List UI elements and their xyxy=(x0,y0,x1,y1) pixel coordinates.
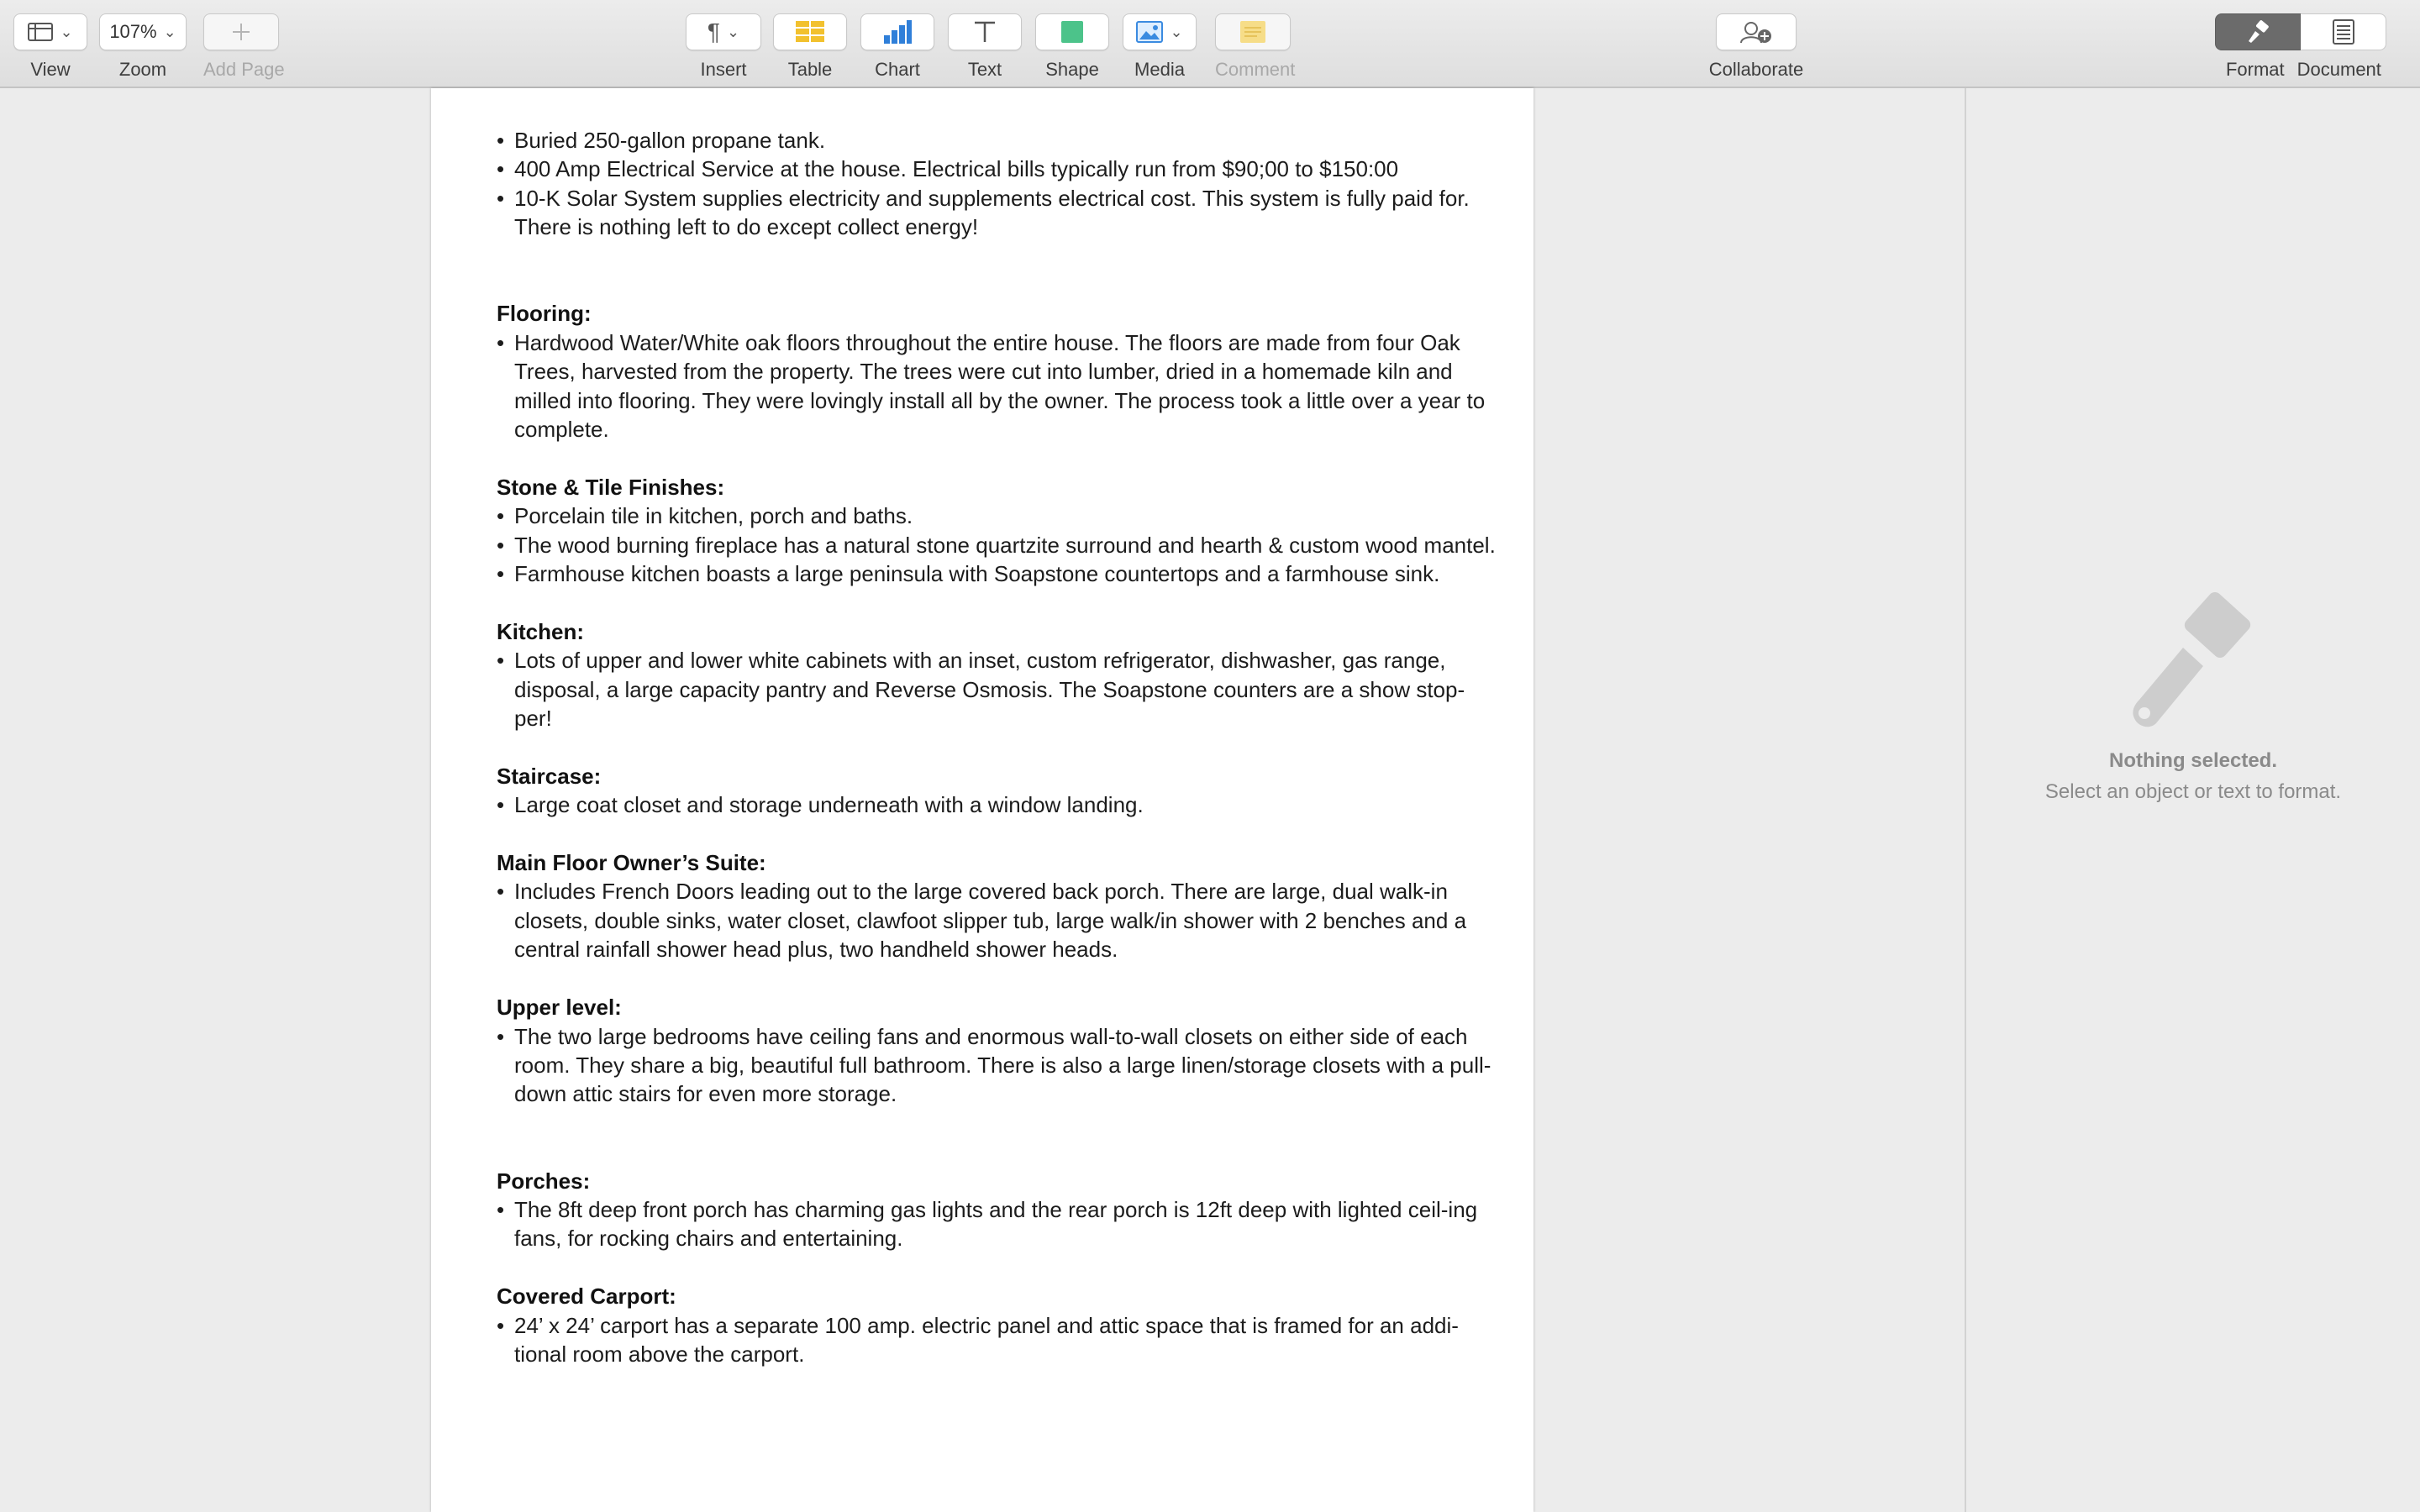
comment-label: Comment xyxy=(1215,59,1296,80)
list-item[interactable]: • Farmhouse kitchen boasts a large peninsula with Soapstone countertops and a farmhouse sink. xyxy=(497,559,1497,588)
chevron-down-icon: ⌄ xyxy=(726,23,740,40)
media-label: Media xyxy=(1134,59,1185,80)
collaborate-button[interactable] xyxy=(1716,13,1797,50)
list-item[interactable]: • The 8ft deep front porch has charming gas lights and the rear porch is 12ft deep with lighted ceil-ing fans, for rocking chairs and entertaining. xyxy=(497,1195,1497,1253)
collaborate-icon xyxy=(1739,20,1773,44)
section-heading[interactable]: Stone & Tile Finishes: xyxy=(497,474,725,500)
collaborate-control[interactable] xyxy=(1706,13,1807,81)
section-heading[interactable]: Porches: xyxy=(497,1168,591,1194)
shape-control[interactable] xyxy=(1035,13,1109,81)
chart-label: Chart xyxy=(875,59,920,80)
porches-section xyxy=(497,1167,1497,1253)
add-page-control[interactable] xyxy=(203,13,285,81)
zoom-button[interactable] xyxy=(99,13,187,50)
text-label: Text xyxy=(967,59,1002,80)
insert-button[interactable] xyxy=(686,13,761,50)
section-heading[interactable]: Kitchen: xyxy=(497,618,584,644)
paragraph-icon: ¶ xyxy=(707,18,720,45)
format-label: Format xyxy=(2225,59,2285,80)
view-control[interactable] xyxy=(13,13,87,81)
comment-icon xyxy=(1240,21,1265,43)
plus-icon xyxy=(231,22,251,42)
chevron-down-icon: ⌄ xyxy=(1170,23,1183,40)
add-page-button[interactable] xyxy=(203,13,279,50)
list-item[interactable]: • The two large bedrooms have ceiling fans and enormous wall-to-wall closets on either side of each room. They share a big, beautiful full bathroom. There is also a large linen/storage closets with a pull-down attic stairs for even more storage. xyxy=(497,1022,1497,1109)
list-item[interactable]: • Includes French Doors leading out to the large covered back porch. There are large, dual walk-in closets, double sinks, water closet, clawfoot slipper tub, large walk/in shower with 2 benches and a central rainfall shower head plus, two handheld shower heads. xyxy=(497,877,1497,963)
chart-button[interactable] xyxy=(860,13,934,50)
table-control[interactable] xyxy=(773,13,847,81)
staircase-section xyxy=(497,762,1497,820)
zoom-value: 107% xyxy=(109,21,157,42)
list-item[interactable]: • 24’ x 24’ carport has a separate 100 amp. electric panel and attic space that is framed for an addi-tional room above the carport. xyxy=(497,1311,1497,1369)
document-label: Document xyxy=(2296,59,2381,80)
format-inspector xyxy=(1965,88,2420,1512)
document-button[interactable] xyxy=(2301,13,2386,50)
section-heading[interactable]: Flooring: xyxy=(497,301,592,327)
text-button[interactable] xyxy=(948,13,1022,50)
comment-button[interactable] xyxy=(1215,13,1291,50)
zoom-label: Zoom xyxy=(118,59,167,80)
owners-suite-section xyxy=(497,848,1497,964)
inspector-subtitle: Select an object or text to format. xyxy=(2044,780,2342,803)
upper-level-section xyxy=(497,993,1497,1109)
inspector-toggle[interactable] xyxy=(2215,13,2386,81)
document-page[interactable] xyxy=(431,88,1534,1512)
chart-control[interactable] xyxy=(860,13,934,81)
table-label: Table xyxy=(787,59,833,80)
section-heading[interactable]: Main Floor Owner’s Suite: xyxy=(497,850,766,876)
photo-icon xyxy=(1136,21,1163,43)
shape-icon xyxy=(1061,21,1083,43)
view-label: View xyxy=(30,59,71,80)
shape-button[interactable] xyxy=(1035,13,1109,50)
paintbrush-icon xyxy=(2118,582,2269,733)
add-page-label: Add Page xyxy=(203,59,285,80)
document-icon xyxy=(2333,19,2354,45)
list-item[interactable]: • Porcelain tile in kitchen, porch and baths. xyxy=(497,501,1497,530)
section-heading[interactable]: Staircase: xyxy=(497,763,602,789)
table-icon xyxy=(796,21,824,43)
media-control[interactable] xyxy=(1123,13,1197,81)
list-item[interactable]: • The wood burning fireplace has a natural stone quartzite surround and hearth & custom wood mantel. xyxy=(497,531,1497,559)
text-icon xyxy=(973,20,997,44)
list-item[interactable]: • Hardwood Water/White oak floors throughout the entire house. The floors are made from four Oak Trees, harvested from the property. The trees were cut into lumber, dried in a homemade kiln and milled into flooring. They were lovingly install all by the owner. The process took a little over a year to complete. xyxy=(497,328,1497,444)
text-control[interactable] xyxy=(948,13,1022,81)
flooring-section xyxy=(497,299,1497,444)
list-item[interactable]: • Lots of upper and lower white cabinets with an inset, custom refrigerator, dishwasher, gas range, disposal, a large capacity pantry and Reverse Osmosis. The Soapstone counters are a show stop-per! xyxy=(497,646,1497,732)
comment-control[interactable] xyxy=(1215,13,1296,81)
collaborate-label: Collaborate xyxy=(1708,59,1804,80)
paintbrush-icon xyxy=(2245,19,2270,45)
intro-section xyxy=(497,126,1497,242)
document-canvas[interactable] xyxy=(0,88,1965,1512)
section-heading[interactable]: Upper level: xyxy=(497,995,622,1021)
toolbar xyxy=(0,0,2420,88)
format-button[interactable] xyxy=(2215,13,2301,50)
zoom-control[interactable] xyxy=(99,13,187,81)
carport-section xyxy=(497,1282,1497,1368)
kitchen-section xyxy=(497,617,1497,733)
insert-control[interactable] xyxy=(686,13,761,81)
table-button[interactable] xyxy=(773,13,847,50)
sidebar-view-icon xyxy=(28,23,53,41)
list-item[interactable]: • 10-K Solar System supplies electricity and supplements electrical cost. This system is fully paid for. There is nothing left to do except collect energy! xyxy=(497,184,1497,242)
inspector-title: Nothing selected. xyxy=(2108,749,2278,772)
view-button[interactable] xyxy=(13,13,87,50)
inspector-segmented-control[interactable] xyxy=(2215,13,2386,50)
insert-label: Insert xyxy=(700,59,747,80)
list-item[interactable]: • 400 Amp Electrical Service at the house. Electrical bills typically run from $90;00 to $150:00 xyxy=(497,155,1497,183)
chevron-down-icon: ⌄ xyxy=(163,23,176,40)
chart-icon xyxy=(883,20,912,44)
list-item[interactable]: • Buried 250-gallon propane tank. xyxy=(497,126,1497,155)
chevron-down-icon: ⌄ xyxy=(60,23,73,40)
media-button[interactable] xyxy=(1123,13,1197,50)
stone-tile-section xyxy=(497,473,1497,589)
shape-label: Shape xyxy=(1045,59,1099,80)
document-body[interactable] xyxy=(497,126,1497,1398)
section-heading[interactable]: Covered Carport: xyxy=(497,1284,676,1310)
list-item[interactable]: • Large coat closet and storage underneath with a window landing. xyxy=(497,790,1497,819)
